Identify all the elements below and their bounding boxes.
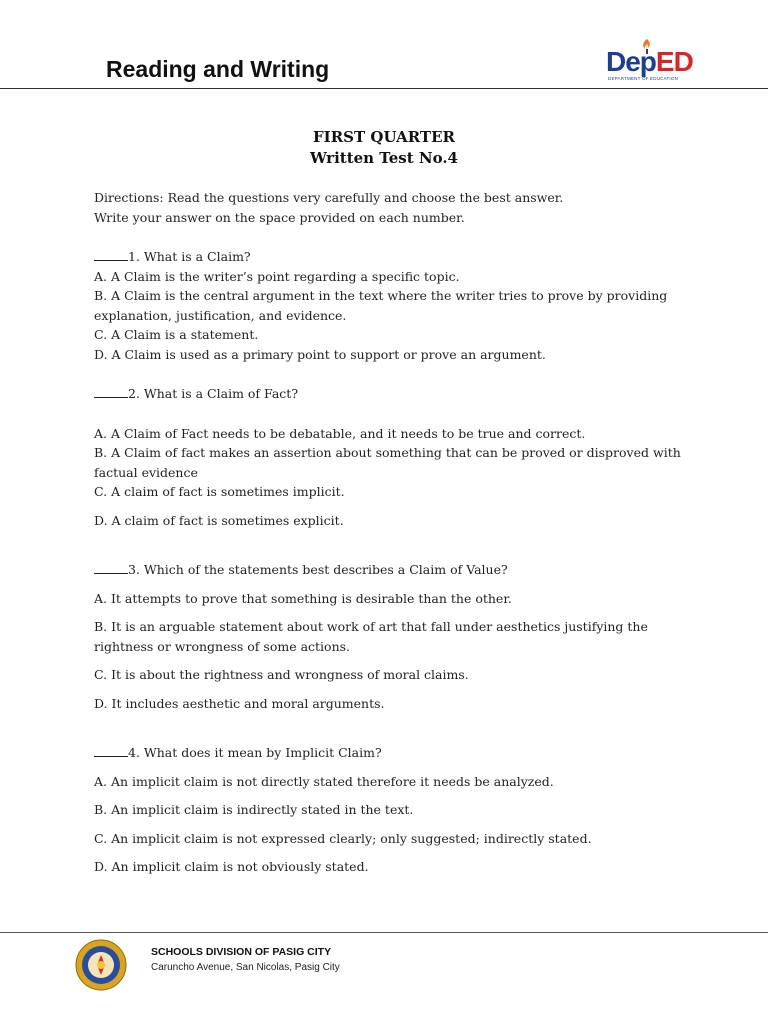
option-4b: B. An implicit claim is indirectly stated in the text. [94,802,414,817]
question-text: 3. Which of the statements best describes a Claim of Value? [128,562,508,577]
division-seal-icon [74,938,128,992]
option-2a: A. A Claim of Fact needs to be debatable, and it needs to be true and correct. [94,425,586,441]
question-text: 2. What is a Claim of Fact? [128,386,299,401]
footer-office-name: SCHOOLS DIVISION OF PASIG CITY [151,946,332,958]
option-1c: C. A Claim is a statement. [94,327,259,342]
answer-blank[interactable] [94,247,128,261]
logo-text-dep: Dep [606,46,656,77]
question-2 [94,384,684,404]
question-text: 4. What does it mean by Implicit Claim? [128,745,382,760]
test-heading: Written Test No.4 [310,149,458,167]
option-3c: C. It is about the rightness and wrongness of moral claims. [94,667,469,682]
question-text: 1. What is a Claim? [128,249,251,264]
option-1b: B. A Claim is the central argument in the text where the writer tries to prove by providing explanation, justification, and evidence. [94,288,668,323]
deped-logo [606,38,702,84]
test-content [94,188,684,877]
answer-blank[interactable] [94,560,128,574]
option-3b: B. It is an arguable statement about work of art that fall under aesthetics justifying the rightness or wrongness of some actions. [94,619,648,654]
answer-blank[interactable] [94,743,128,757]
option-2b: B. A Claim of fact makes an assertion about something that can be proved or disproved with factual evidence [94,445,681,480]
option-2d: D. A claim of fact is sometimes explicit. [94,512,344,528]
option-3a: A. It attempts to prove that something is desirable than the other. [94,590,512,606]
question-3 [94,560,684,580]
answer-blank[interactable] [94,384,128,398]
option-3d: D. It includes aesthetic and moral arguments. [94,695,385,711]
option-2c: C. A claim of fact is sometimes implicit. [94,484,345,499]
option-1a: A. A Claim is the writer’s point regarding a specific topic. [94,268,460,284]
deped-tagline: DEPARTMENT OF EDUCATION [608,76,679,81]
header-divider [0,88,768,89]
deped-logo-text [606,48,693,76]
directions-line-2: Write your answer on the space provided on each number. [94,209,465,225]
question-4 [94,743,684,763]
option-4c: C. An implicit claim is not expressed clearly; only suggested; indirectly stated. [94,830,592,846]
subject-title: Reading and Writing [106,56,330,82]
option-1d: D. A Claim is used as a primary point to support or prove an argument. [94,346,546,362]
quarter-heading: FIRST QUARTER [313,128,455,146]
logo-text-ed: ED [655,46,693,77]
option-4d: D. An implicit claim is not obviously stated. [94,859,369,874]
question-1 [94,247,684,267]
footer-address: Caruncho Avenue, San Nicolas, Pasig City [151,962,340,973]
footer-divider [0,932,768,933]
directions-line-1: Directions: Read the questions very carefully and choose the best answer. [94,190,564,205]
option-4a: A. An implicit claim is not directly stated therefore it needs be analyzed. [94,773,554,789]
